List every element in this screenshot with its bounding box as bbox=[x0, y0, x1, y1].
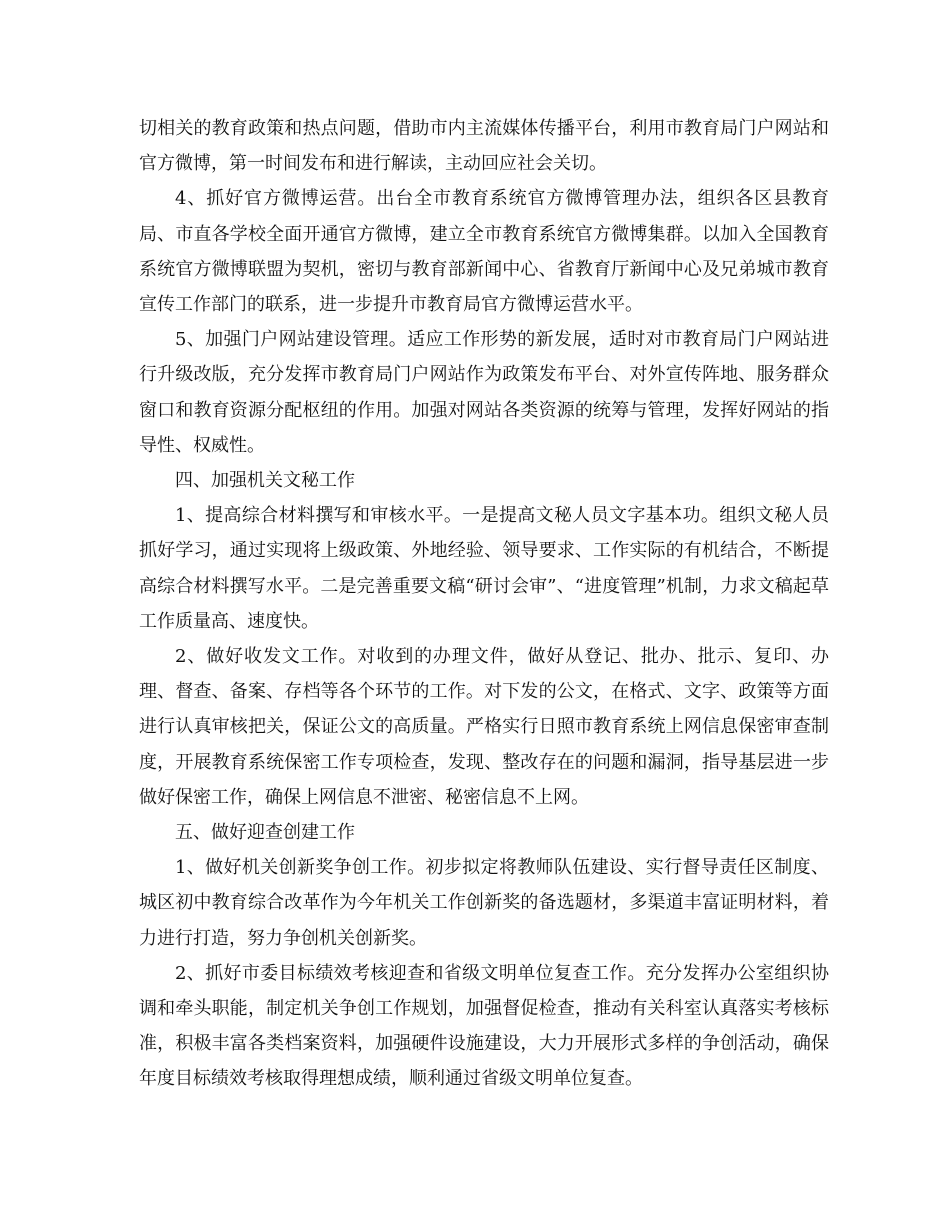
paragraph-document-handling: 2、做好收发文工作。对收到的办理文件，做好从登记、批办、批示、复印、办理、督查、备案、存档等各个环节的工作。对下发的公文，在格式、文字、政策等方面进行认真审核把关，保证公文的高质量。严格实行日照市教育系统上网信息保密审查制度，开展教育系统保密工作专项检查，发现、整改存在的问题和漏洞，指导基层进一步做好保密工作，确保上网信息不泄密、秘密信息不上网。 bbox=[139, 646, 829, 808]
section-heading-inspection: 五、做好迎查创建工作 bbox=[175, 822, 355, 844]
paragraph-performance-review: 2、抓好市委目标绩效考核迎查和省级文明单位复查工作。充分发挥办公室组织协调和牵头职能，制定机关争创工作规划，加强督促检查，推动有关科室认真落实考核标准，积极丰富各类档案资料，加强硬件设施建设，大力开展形式多样的争创活动，确保年度目标绩效考核取得理想成绩，顺利通过省级文明单位复查。 bbox=[139, 962, 829, 1090]
paragraph-continuation: 切相关的教育政策和热点问题，借助市内主流媒体传播平台，利用市教育局门户网站和官方微博，第一时间发布和进行解读，主动回应社会关切。 bbox=[139, 118, 829, 175]
paragraph-weibo-operation: 4、抓好官方微博运营。出台全市教育系统官方微博管理办法，组织各区县教育局、市直各学校全面开通官方微博，建立全市教育系统官方微博集群。以加入全国教育系统官方微博联盟为契机，密切与教育部新闻中心、省教育厅新闻中心及兄弟城市教育宣传工作部门的联系，进一步提升市教育局官方微博运营水平。 bbox=[139, 188, 829, 316]
paragraph-material-writing: 1、提高综合材料撰写和审核水平。一是提高文秘人员文字基本功。组织文秘人员抓好学习，通过实现将上级政策、外地经验、领导要求、工作实际的有机结合，不断提高综合材料撰写水平。二是完善重要文稿“研讨会审”、“进度管理”机制，力求文稿起草工作质量高、速度快。 bbox=[139, 505, 829, 632]
document-body bbox=[139, 111, 829, 1097]
section-heading-secretarial: 四、加强机关文秘工作 bbox=[175, 470, 355, 492]
paragraph-innovation-award: 1、做好机关创新奖争创工作。初步拟定将教师队伍建设、实行督导责任区制度、城区初中教育综合改革作为今年机关工作创新奖的备选题材，多渠道丰富证明材料，着力进行打造，努力争创机关创新奖。 bbox=[139, 857, 829, 949]
paragraph-portal-website: 5、加强门户网站建设管理。适应工作形势的新发展，适时对市教育局门户网站进行升级改版，充分发挥市教育局门户网站作为政策发布平台、对外宣传阵地、服务群众窗口和教育资源分配枢纽的作用。加强对网站各类资源的统筹与管理，发挥好网站的指导性、权威性。 bbox=[139, 329, 829, 456]
